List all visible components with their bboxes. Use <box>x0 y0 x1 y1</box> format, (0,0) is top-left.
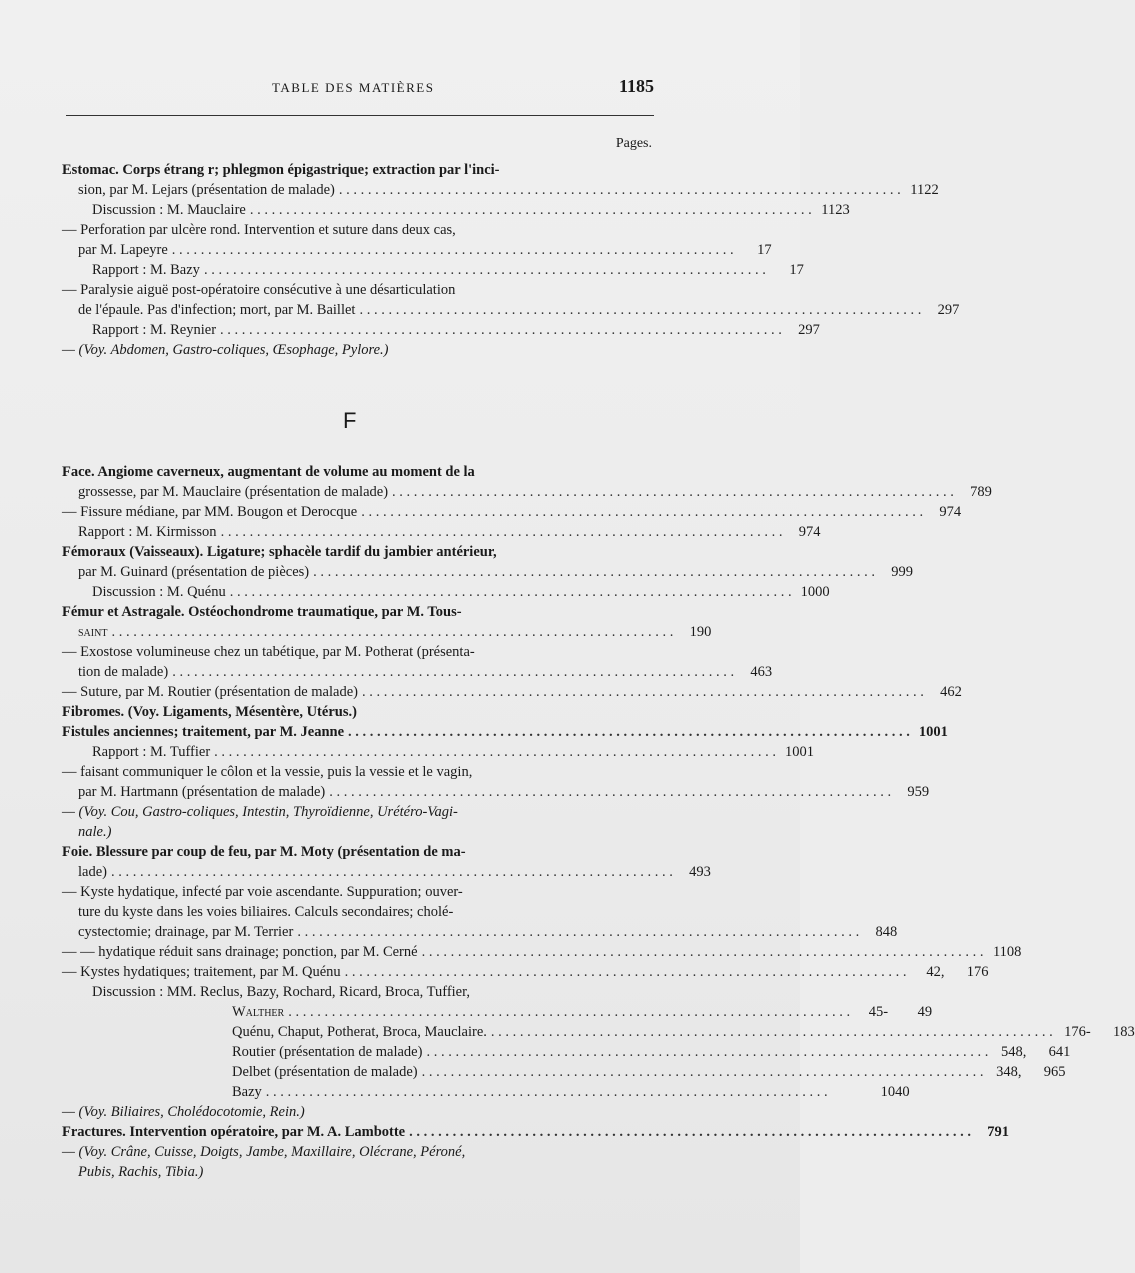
index-line <box>62 300 960 320</box>
index-line <box>62 200 850 220</box>
dot-leader <box>418 1062 988 1082</box>
index-line <box>62 742 815 762</box>
index-entry-text: Fistules anciennes; traitement, par M. Jeanne <box>62 724 345 740</box>
dot-leader <box>422 1042 992 1062</box>
dot-leader <box>309 562 879 582</box>
page-reference: 462 <box>940 684 962 700</box>
dot-leader <box>216 320 786 340</box>
index-line <box>62 662 773 682</box>
page-reference: 791 <box>987 1124 1009 1140</box>
index-line <box>62 862 711 882</box>
index-entry-text: par M. Lapeyre <box>78 242 168 258</box>
dot-leader <box>418 942 988 962</box>
index-entry-text: Rapport : M. Kirmisson <box>78 524 217 540</box>
index-entry-text: lade) <box>78 864 107 880</box>
index-line <box>62 320 820 340</box>
page-reference: 190 <box>689 624 712 640</box>
index-line <box>62 240 772 260</box>
index-line: — Exostose volumineuse chez un tabétique, par M. Potherat (présenta- <box>62 644 475 660</box>
index-line <box>62 1042 1071 1062</box>
index-line: Foie. Blessure par coup de feu, par M. Moty (présentation de ma- <box>62 844 466 860</box>
index-entry-text: de l'épaule. Pas d'infection; mort, par M. Baillet <box>78 302 356 318</box>
index-line <box>62 1122 1009 1142</box>
index-entry-text: — Suture, par M. Routier (présentation de malade) <box>62 684 358 700</box>
page-reference: 17 <box>757 242 772 258</box>
header-rule <box>66 115 654 116</box>
index-line <box>62 922 898 942</box>
index-line: Discussion : MM. Reclus, Bazy, Rochard, Ricard, Broca, Tuffier, <box>92 984 470 1000</box>
page-reference: 42, <box>926 964 945 980</box>
dot-leader <box>487 1022 1057 1042</box>
page-reference: 17 <box>789 262 804 278</box>
index-section-e <box>62 160 960 360</box>
index-line <box>62 1002 933 1022</box>
index-line <box>62 622 712 642</box>
running-header <box>62 78 654 100</box>
page-reference: 974 <box>798 524 821 540</box>
section-letter: F <box>343 408 357 433</box>
index-line: Fémoraux (Vaisseaux). Ligature; sphacèle tardif du jambier antérieur, <box>62 544 497 560</box>
index-line <box>62 1022 1135 1042</box>
index-entry-text: cystectomie; drainage, par M. Terrier <box>78 924 294 940</box>
running-title: TABLE DES MATIÈRES <box>272 80 435 95</box>
page-reference: 848 <box>875 924 898 940</box>
index-line: — faisant communiquer le côlon et la vessie, puis la vessie et le vagin, <box>62 764 473 780</box>
page-reference: 49 <box>917 1004 933 1020</box>
dot-leader <box>210 742 780 762</box>
page-reference: 1108 <box>992 944 1022 960</box>
dot-leader <box>107 862 677 882</box>
index-entry-text: — Fissure médiane, par MM. Bougon et Derocque <box>62 504 358 520</box>
index-line <box>62 1062 1066 1082</box>
index-line <box>62 782 930 802</box>
dot-leader <box>107 622 677 642</box>
page-reference: 641 <box>1048 1044 1071 1060</box>
index-line <box>62 942 1022 962</box>
page-reference: 176- <box>1064 1024 1091 1040</box>
page-reference: 1000 <box>800 584 830 600</box>
index-line: — (Voy. Cou, Gastro-coliques, Intestin, Thyroïdienne, Urétéro-Vagi- <box>62 804 458 820</box>
index-entry-text: par M. Hartmann (présentation de malade) <box>78 784 326 800</box>
index-line: — (Voy. Crâne, Cuisse, Doigts, Jambe, Maxillaire, Olécrane, Péroné, <box>62 1144 466 1160</box>
index-section-f <box>62 462 1135 1182</box>
index-line: — Perforation par ulcère rond. Intervention et suture dans deux cas, <box>62 222 456 238</box>
dot-leader <box>168 240 738 260</box>
page-number: 1185 <box>618 76 654 96</box>
index-line <box>62 582 830 602</box>
dot-leader <box>358 682 928 702</box>
index-entry-text: Routier (présentation de malade) <box>232 1044 423 1060</box>
page-reference: 789 <box>970 484 992 500</box>
dot-leader <box>284 1002 854 1022</box>
index-line <box>62 482 992 502</box>
dot-leader <box>168 662 738 682</box>
dot-leader <box>217 522 787 542</box>
page-reference: 463 <box>750 664 773 680</box>
index-entry-text: grossesse, par M. Mauclaire (présentation de malade) <box>78 484 389 500</box>
index-line <box>62 682 962 702</box>
dot-leader <box>388 482 958 502</box>
dot-leader <box>344 722 914 742</box>
index-line <box>62 1082 910 1102</box>
page-reference: 548, <box>1000 1044 1027 1060</box>
index-line: — Paralysie aiguë post-opératoire consécutive à une désarticulation <box>62 282 456 298</box>
index-entry-text: — Kystes hydatiques; traitement, par M. Quénu <box>62 964 341 980</box>
page-reference: 1123 <box>821 202 850 218</box>
index-entry-text: Rapport : M. Bazy <box>92 262 200 278</box>
page-reference: 965 <box>1043 1064 1066 1080</box>
index-entry-text: sion, par M. Lejars (présentation de malade) <box>78 182 335 198</box>
pages-column-label: Pages. <box>615 136 652 151</box>
page-reference: 493 <box>689 864 711 880</box>
index-line: ture du kyste dans les voies biliaires. Calculs secondaires; cholé- <box>78 904 454 920</box>
dot-leader <box>262 1082 832 1102</box>
index-entry-text: tion de malade) <box>78 664 169 680</box>
index-line: — (Voy. Abdomen, Gastro-coliques, Œsophage, Pylore.) <box>62 342 389 358</box>
index-line: Estomac. Corps étrang r; phlegmon épigastrique; extraction par l'inci- <box>62 162 500 178</box>
page-reference: 974 <box>939 504 962 520</box>
page-reference: 297 <box>798 322 820 338</box>
index-line <box>62 562 913 582</box>
page-reference: 45- <box>868 1004 889 1020</box>
index-line: Pubis, Rachis, Tibia.) <box>78 1164 204 1180</box>
page-reference: 183 <box>1113 1024 1135 1040</box>
index-line <box>62 180 939 200</box>
index-entry-text: Fractures. Intervention opératoire, par M. A. Lambotte <box>62 1124 406 1140</box>
dot-leader <box>405 1122 975 1142</box>
dot-leader <box>246 200 816 220</box>
index-entry-text: Delbet (présentation de malade) <box>232 1064 418 1080</box>
index-line: — Kyste hydatique, infecté par voie ascendante. Suppuration; ouver- <box>62 884 463 900</box>
page-reference: 1001 <box>918 724 948 740</box>
index-line <box>62 722 948 742</box>
dot-leader <box>226 582 796 602</box>
page-reference: 348, <box>996 1064 1022 1080</box>
page-reference: 959 <box>907 784 930 800</box>
dot-leader <box>200 260 770 280</box>
index-line: Face. Angiome caverneux, augmentant de volume au moment de la <box>62 464 475 480</box>
index-entry-text: par M. Guinard (présentation de pièces) <box>78 564 310 580</box>
index-line <box>62 522 821 542</box>
index-entry-text: Rapport : M. Reynier <box>92 322 217 338</box>
page-reference: 1040 <box>880 1084 910 1100</box>
index-entry-text: Discussion : M. Mauclaire <box>92 202 246 218</box>
index-line: nale.) <box>78 824 112 840</box>
page-reference: 1001 <box>785 744 815 760</box>
page-reference: 1122 <box>910 182 939 198</box>
index-line: — (Voy. Biliaires, Cholédocotomie, Rein.) <box>62 1104 305 1120</box>
index-line <box>62 260 804 280</box>
index-entry-text: Bazy <box>232 1084 262 1100</box>
dot-leader <box>293 922 863 942</box>
page-reference: 297 <box>937 302 960 318</box>
index-entry-text: Discussion : M. Quénu <box>92 584 226 600</box>
index-entry-text: — — hydatique réduit sans drainage; ponction, par M. Cerné <box>62 944 418 960</box>
index-entry-text: Quénu, Chaput, Potherat, Broca, Mauclaire. <box>232 1024 487 1040</box>
dot-leader <box>325 782 895 802</box>
index-entry-text: Walther <box>232 1004 285 1020</box>
dot-leader <box>357 502 927 522</box>
dot-leader <box>355 300 925 320</box>
index-line: Fémur et Astragale. Ostéochondrome traumatique, par M. Tous- <box>62 604 462 620</box>
dot-leader <box>335 180 905 200</box>
page-reference: 176 <box>966 964 989 980</box>
index-line <box>62 502 962 522</box>
page-reference: 999 <box>891 564 913 580</box>
index-line <box>62 962 989 982</box>
index-entry-text: saint <box>78 624 108 640</box>
index-line: Fibromes. (Voy. Ligaments, Mésentère, Utérus.) <box>62 704 357 720</box>
index-entry-text: Rapport : M. Tuffier <box>92 744 211 760</box>
dot-leader <box>341 962 911 982</box>
